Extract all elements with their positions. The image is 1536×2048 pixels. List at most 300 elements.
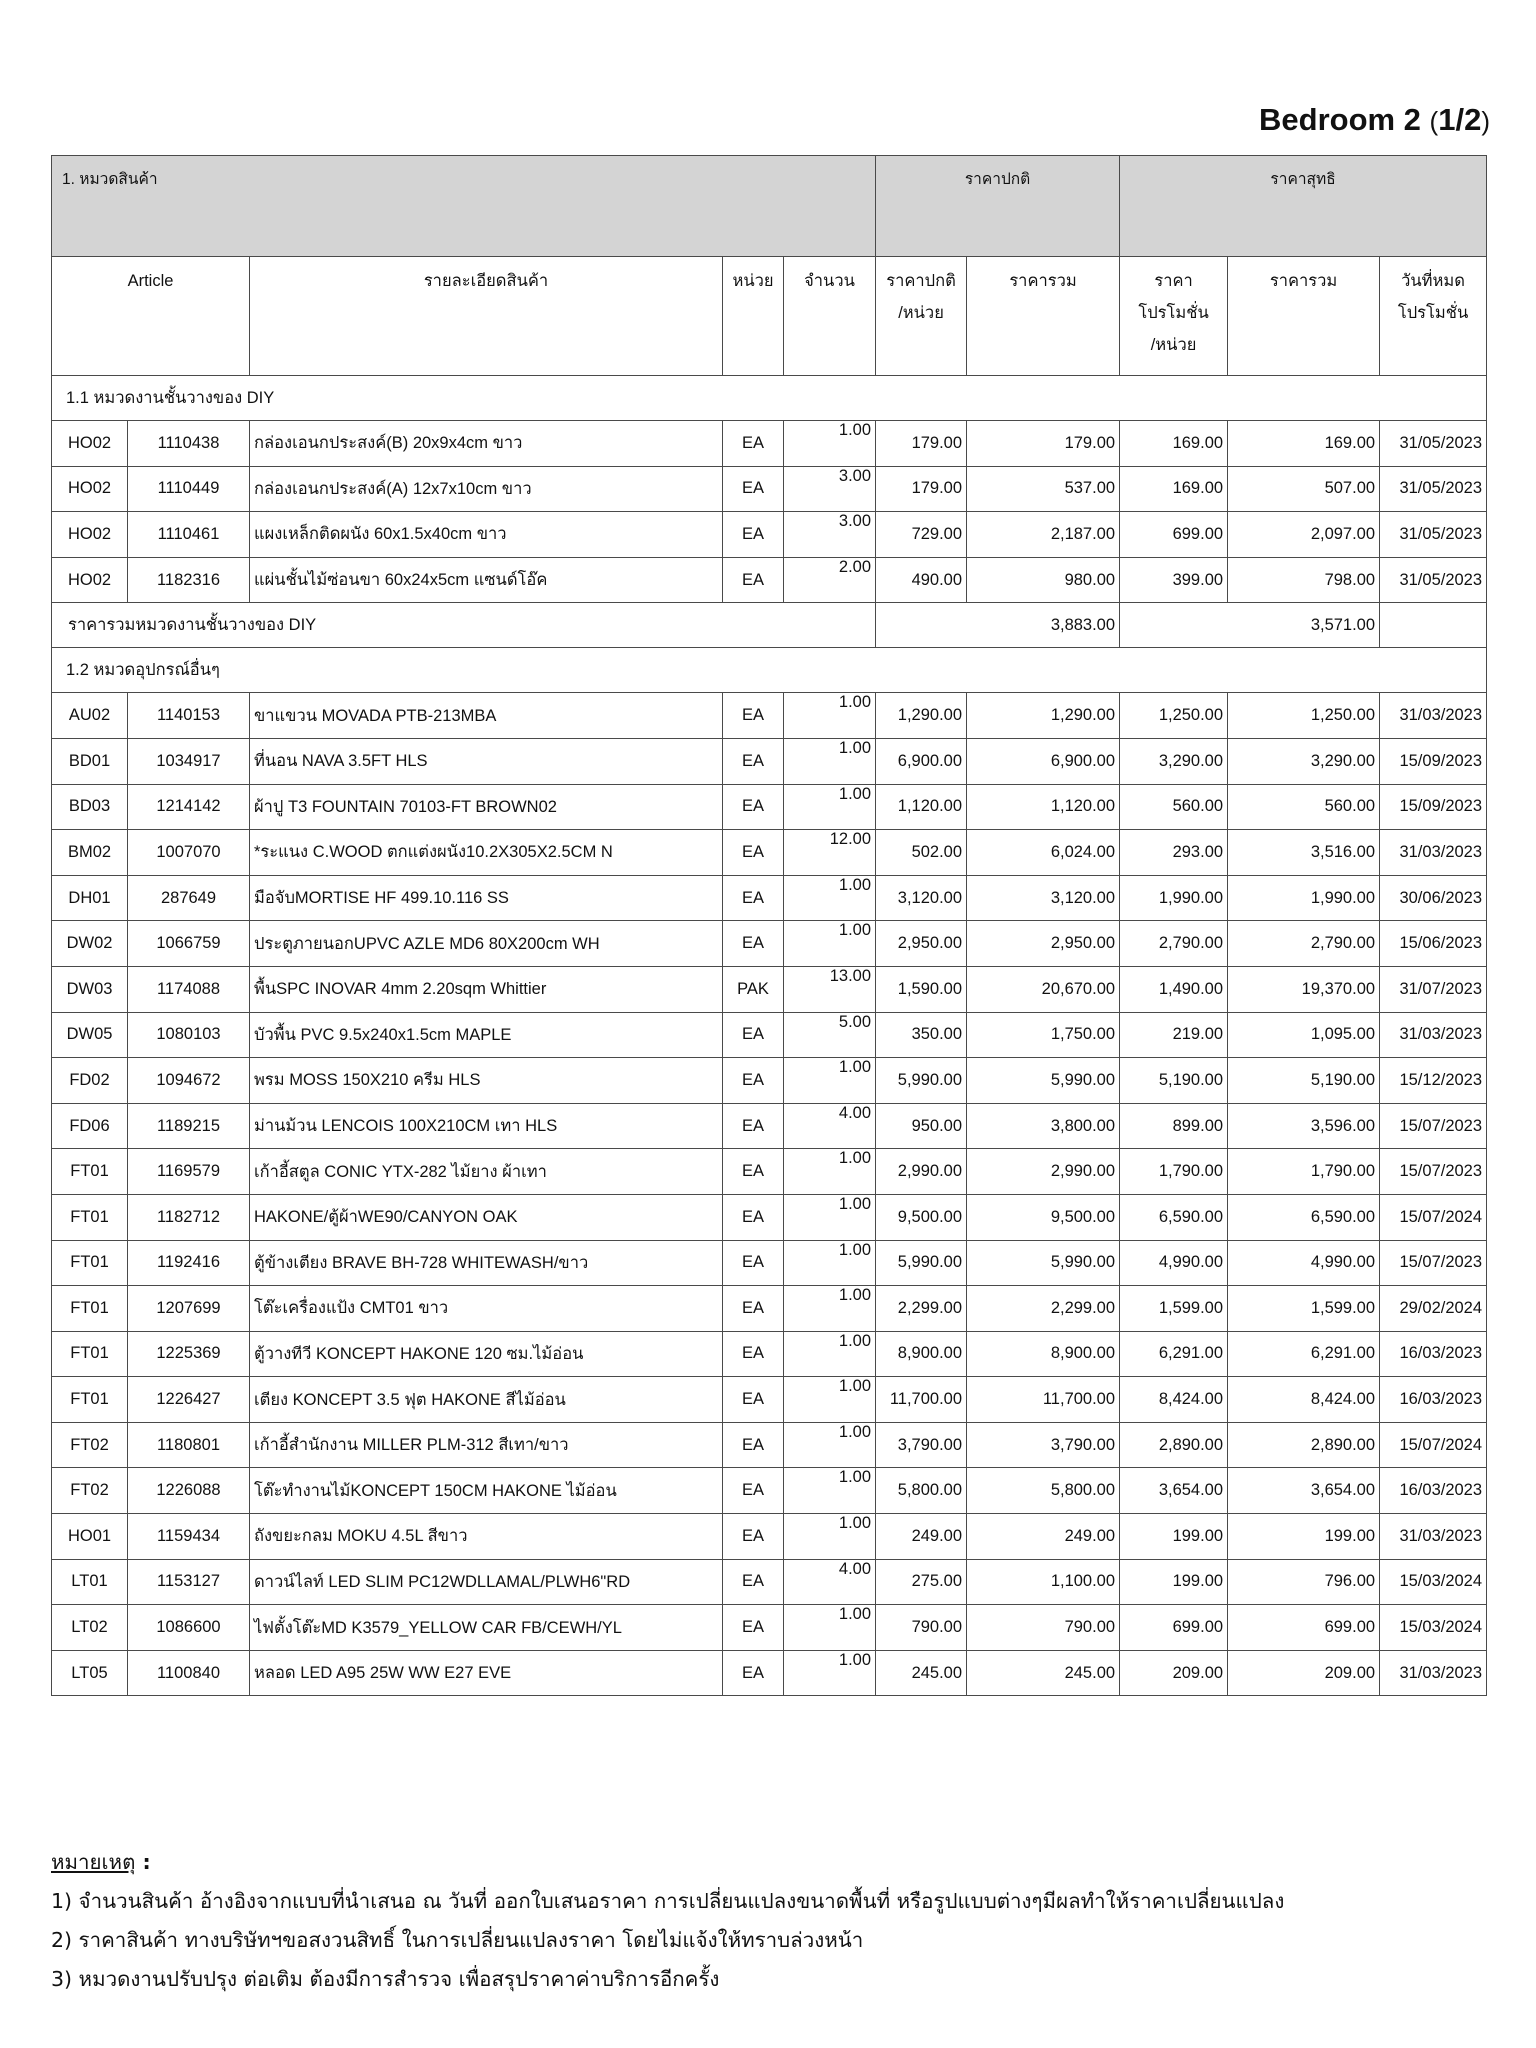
cell-qty: 1.00 [784, 784, 876, 830]
cell-promo-price: 169.00 [1120, 421, 1228, 467]
cell-net-total: 1,790.00 [1228, 1149, 1380, 1195]
cell-unit: EA [723, 466, 784, 512]
cell-article: 1066759 [128, 921, 250, 967]
table-row [52, 966, 1487, 1012]
cell-description: ผ้าปู T3 FOUNTAIN 70103-FT BROWN02 [250, 784, 723, 830]
cell-article: 1226427 [128, 1377, 250, 1423]
cell-code: DW02 [52, 921, 128, 967]
cell-unit: EA [723, 1012, 784, 1058]
cell-price: 11,700.00 [876, 1377, 967, 1423]
cell-promo-price: 3,654.00 [1120, 1468, 1228, 1514]
notes-colon: : [135, 1850, 151, 1874]
cell-promo-end: 15/07/2023 [1380, 1103, 1487, 1149]
note-line: 3) หมวดงานปรับปรุง ต่อเติม ต้องมีการสำรวจ เพื่อสรุปราคาค่าบริการอีกครั้ง [51, 1967, 720, 1991]
cell-promo-end: 15/03/2024 [1380, 1605, 1487, 1651]
cell-unit: EA [723, 1103, 784, 1149]
cell-net-total: 2,790.00 [1228, 921, 1380, 967]
page-indicator: 1/2 [1438, 102, 1482, 137]
subtotal-total: 3,883.00 [876, 603, 1120, 648]
col-normal-price-line1: ราคาปกติ [886, 272, 956, 290]
cell-total: 3,120.00 [967, 875, 1120, 921]
cell-article: 1182316 [128, 557, 250, 603]
cell-total: 5,800.00 [967, 1468, 1120, 1514]
cell-total: 980.00 [967, 557, 1120, 603]
section-title: 1.2 หมวดอุปกรณ์อื่นๆ [52, 648, 1487, 693]
cell-price: 6,900.00 [876, 738, 967, 784]
cell-promo-price: 199.00 [1120, 1559, 1228, 1605]
cell-unit: EA [723, 1240, 784, 1286]
cell-total: 2,187.00 [967, 512, 1120, 558]
cell-price: 490.00 [876, 557, 967, 603]
cell-unit: EA [723, 1422, 784, 1468]
cell-qty: 1.00 [784, 1514, 876, 1560]
cell-price: 5,800.00 [876, 1468, 967, 1514]
cell-code: AU02 [52, 693, 128, 739]
cell-code: HO02 [52, 421, 128, 467]
cell-article: 1080103 [128, 1012, 250, 1058]
cell-total: 9,500.00 [967, 1194, 1120, 1240]
cell-code: BD03 [52, 784, 128, 830]
cell-qty: 1.00 [784, 1149, 876, 1195]
cell-total: 8,900.00 [967, 1331, 1120, 1377]
subtotal-net: 3,571.00 [1120, 603, 1380, 648]
notes-title: หมายเหตุ [51, 1850, 136, 1874]
cell-price: 179.00 [876, 466, 967, 512]
col-normal-price-line2: /หน่วย [898, 304, 944, 322]
column-header-row [52, 257, 1487, 376]
cell-qty: 12.00 [784, 830, 876, 876]
cell-code: HO02 [52, 466, 128, 512]
cell-qty: 5.00 [784, 1012, 876, 1058]
cell-description: HAKONE/ตู้ผ้าWE90/CANYON OAK [250, 1194, 723, 1240]
cell-description: พรม MOSS 150X210 ครีม HLS [250, 1058, 723, 1104]
cell-total: 249.00 [967, 1514, 1120, 1560]
cell-promo-price: 1,990.00 [1120, 875, 1228, 921]
cell-promo-price: 6,291.00 [1120, 1331, 1228, 1377]
cell-promo-end: 31/05/2023 [1380, 421, 1487, 467]
cell-price: 3,790.00 [876, 1422, 967, 1468]
col-normal-price [876, 257, 967, 376]
cell-promo-price: 2,890.00 [1120, 1422, 1228, 1468]
notes [51, 1843, 1284, 1999]
cell-description: ถังขยะกลม MOKU 4.5L สีขาว [250, 1514, 723, 1560]
cell-price: 3,120.00 [876, 875, 967, 921]
cell-promo-price: 699.00 [1120, 1605, 1228, 1651]
cell-qty: 1.00 [784, 693, 876, 739]
cell-promo-end: 31/03/2023 [1380, 1650, 1487, 1696]
cell-description: *ระแนง C.WOOD ตกแต่งผนัง10.2X305X2.5CM N [250, 830, 723, 876]
table-row [52, 512, 1487, 558]
cell-qty: 1.00 [784, 1422, 876, 1468]
cell-total: 11,700.00 [967, 1377, 1120, 1423]
table-row [52, 557, 1487, 603]
cell-article: 1110449 [128, 466, 250, 512]
cell-qty: 13.00 [784, 966, 876, 1012]
cell-net-total: 1,990.00 [1228, 875, 1380, 921]
cell-promo-price: 1,790.00 [1120, 1149, 1228, 1195]
cell-total: 537.00 [967, 466, 1120, 512]
cell-article: 1007070 [128, 830, 250, 876]
cell-unit: EA [723, 830, 784, 876]
category-label: 1. หมวดสินค้า [52, 156, 876, 257]
cell-qty: 1.00 [784, 421, 876, 467]
cell-promo-end: 31/03/2023 [1380, 1012, 1487, 1058]
cell-qty: 2.00 [784, 557, 876, 603]
cell-description: บัวพื้น PVC 9.5x240x1.5cm MAPLE [250, 1012, 723, 1058]
group-net-price: ราคาสุทธิ [1120, 156, 1487, 257]
subtotal-empty [1380, 603, 1487, 648]
table-row [52, 738, 1487, 784]
cell-price: 245.00 [876, 1650, 967, 1696]
table-row [52, 1650, 1487, 1696]
table-row [52, 1377, 1487, 1423]
cell-price: 8,900.00 [876, 1331, 967, 1377]
paren-open: ( [1429, 106, 1439, 136]
cell-qty: 1.00 [784, 1468, 876, 1514]
cell-description: ขาแขวน MOVADA PTB-213MBA [250, 693, 723, 739]
section-row [52, 376, 1487, 421]
cell-promo-price: 209.00 [1120, 1650, 1228, 1696]
cell-total: 2,950.00 [967, 921, 1120, 967]
cell-promo-end: 15/03/2024 [1380, 1559, 1487, 1605]
cell-promo-end: 16/03/2023 [1380, 1468, 1487, 1514]
cell-price: 5,990.00 [876, 1058, 967, 1104]
cell-net-total: 507.00 [1228, 466, 1380, 512]
col-promo-end-line2: โปรโมชั่น [1397, 304, 1469, 322]
col-total: ราคารวม [967, 257, 1120, 376]
table-row [52, 1514, 1487, 1560]
cell-description: ตู้ข้างเตียง BRAVE BH-728 WHITEWASH/ขาว [250, 1240, 723, 1286]
table-row [52, 693, 1487, 739]
cell-unit: EA [723, 1058, 784, 1104]
col-net-total: ราคารวม [1228, 257, 1380, 376]
cell-promo-end: 30/06/2023 [1380, 875, 1487, 921]
cell-total: 1,290.00 [967, 693, 1120, 739]
table-row [52, 921, 1487, 967]
cell-price: 275.00 [876, 1559, 967, 1605]
cell-code: HO02 [52, 512, 128, 558]
cell-total: 179.00 [967, 421, 1120, 467]
cell-unit: PAK [723, 966, 784, 1012]
cell-promo-price: 4,990.00 [1120, 1240, 1228, 1286]
table-row [52, 1012, 1487, 1058]
cell-unit: EA [723, 1605, 784, 1651]
table-body [52, 156, 1487, 1696]
cell-code: LT05 [52, 1650, 128, 1696]
cell-net-total: 5,190.00 [1228, 1058, 1380, 1104]
cell-code: LT02 [52, 1605, 128, 1651]
table-row [52, 1058, 1487, 1104]
cell-unit: EA [723, 1650, 784, 1696]
cell-code: HO01 [52, 1514, 128, 1560]
cell-description: โต๊ะเครื่องแป้ง CMT01 ขาว [250, 1286, 723, 1332]
col-promo-price-line2: โปรโมชั่น [1138, 304, 1209, 322]
table-row [52, 1149, 1487, 1195]
cell-total: 2,299.00 [967, 1286, 1120, 1332]
cell-description: พื้นSPC INOVAR 4mm 2.20sqm Whittier [250, 966, 723, 1012]
cell-price: 2,990.00 [876, 1149, 967, 1195]
cell-promo-price: 1,599.00 [1120, 1286, 1228, 1332]
cell-promo-end: 31/03/2023 [1380, 693, 1487, 739]
cell-promo-end: 31/05/2023 [1380, 557, 1487, 603]
cell-promo-price: 169.00 [1120, 466, 1228, 512]
cell-price: 9,500.00 [876, 1194, 967, 1240]
cell-description: แผ่นชั้นไม้ซ่อนขา 60x24x5cm แซนด์โอ๊ค [250, 557, 723, 603]
cell-net-total: 4,990.00 [1228, 1240, 1380, 1286]
cell-price: 249.00 [876, 1514, 967, 1560]
cell-code: FT02 [52, 1468, 128, 1514]
notes-title-line [51, 1843, 1284, 1882]
cell-net-total: 6,291.00 [1228, 1331, 1380, 1377]
cell-total: 5,990.00 [967, 1058, 1120, 1104]
paren-close: ) [1481, 106, 1490, 136]
cell-unit: EA [723, 784, 784, 830]
cell-unit: EA [723, 1149, 784, 1195]
group-normal-price: ราคาปกติ [876, 156, 1120, 257]
cell-net-total: 169.00 [1228, 421, 1380, 467]
cell-promo-end: 16/03/2023 [1380, 1331, 1487, 1377]
table-row [52, 784, 1487, 830]
cell-code: DW03 [52, 966, 128, 1012]
cell-qty: 1.00 [784, 1377, 876, 1423]
table-row [52, 1605, 1487, 1651]
cell-article: 1153127 [128, 1559, 250, 1605]
cell-article: 1034917 [128, 738, 250, 784]
cell-article: 1159434 [128, 1514, 250, 1560]
cell-qty: 4.00 [784, 1559, 876, 1605]
cell-description: หลอด LED A95 25W WW E27 EVE [250, 1650, 723, 1696]
cell-description: มือจับMORTISE HF 499.10.116 SS [250, 875, 723, 921]
cell-description: กล่องเอนกประสงค์(B) 20x9x4cm ขาว [250, 421, 723, 467]
cell-net-total: 6,590.00 [1228, 1194, 1380, 1240]
cell-unit: EA [723, 693, 784, 739]
quotation-table [51, 155, 1487, 1696]
cell-price: 502.00 [876, 830, 967, 876]
cell-code: BD01 [52, 738, 128, 784]
cell-code: FT01 [52, 1286, 128, 1332]
cell-code: BM02 [52, 830, 128, 876]
cell-promo-end: 31/03/2023 [1380, 1514, 1487, 1560]
col-description: รายละเอียดสินค้า [250, 257, 723, 376]
cell-qty: 1.00 [784, 1331, 876, 1377]
cell-promo-end: 31/07/2023 [1380, 966, 1487, 1012]
cell-article: 1225369 [128, 1331, 250, 1377]
subtotal-row [52, 603, 1487, 648]
cell-code: FD06 [52, 1103, 128, 1149]
cell-net-total: 560.00 [1228, 784, 1380, 830]
cell-promo-price: 6,590.00 [1120, 1194, 1228, 1240]
cell-description: เก้าอี้สตูล CONIC YTX-282 ไม้ยาง ผ้าเทา [250, 1149, 723, 1195]
cell-net-total: 19,370.00 [1228, 966, 1380, 1012]
cell-article: 1140153 [128, 693, 250, 739]
col-qty: จำนวน [784, 257, 876, 376]
cell-total: 1,100.00 [967, 1559, 1120, 1605]
cell-article: 1180801 [128, 1422, 250, 1468]
cell-unit: EA [723, 1559, 784, 1605]
cell-promo-price: 8,424.00 [1120, 1377, 1228, 1423]
cell-code: FT01 [52, 1377, 128, 1423]
cell-description: กล่องเอนกประสงค์(A) 12x7x10cm ขาว [250, 466, 723, 512]
cell-code: FT02 [52, 1422, 128, 1468]
table-row [52, 1422, 1487, 1468]
cell-description: ไฟตั้งโต๊ะMD K3579_YELLOW CAR FB/CEWH/YL [250, 1605, 723, 1651]
cell-total: 2,990.00 [967, 1149, 1120, 1195]
cell-qty: 4.00 [784, 1103, 876, 1149]
cell-qty: 1.00 [784, 1605, 876, 1651]
cell-unit: EA [723, 557, 784, 603]
cell-promo-price: 1,250.00 [1120, 693, 1228, 739]
cell-promo-price: 293.00 [1120, 830, 1228, 876]
table-row [52, 1468, 1487, 1514]
cell-unit: EA [723, 1194, 784, 1240]
cell-description: ม่านม้วน LENCOIS 100X210CM เทา HLS [250, 1103, 723, 1149]
cell-article: 1169579 [128, 1149, 250, 1195]
cell-total: 5,990.00 [967, 1240, 1120, 1286]
cell-article: 1094672 [128, 1058, 250, 1104]
cell-qty: 3.00 [784, 512, 876, 558]
cell-promo-price: 699.00 [1120, 512, 1228, 558]
cell-promo-end: 15/07/2024 [1380, 1422, 1487, 1468]
cell-article: 1189215 [128, 1103, 250, 1149]
cell-price: 5,990.00 [876, 1240, 967, 1286]
cell-net-total: 209.00 [1228, 1650, 1380, 1696]
cell-total: 20,670.00 [967, 966, 1120, 1012]
cell-promo-price: 219.00 [1120, 1012, 1228, 1058]
col-promo-end-line1: วันที่หมด [1401, 272, 1465, 290]
cell-net-total: 796.00 [1228, 1559, 1380, 1605]
cell-code: FT01 [52, 1240, 128, 1286]
room-name: Bedroom 2 [1259, 102, 1421, 137]
cell-net-total: 199.00 [1228, 1514, 1380, 1560]
cell-promo-price: 2,790.00 [1120, 921, 1228, 967]
cell-article: 1214142 [128, 784, 250, 830]
cell-total: 6,900.00 [967, 738, 1120, 784]
cell-article: 1174088 [128, 966, 250, 1012]
cell-promo-end: 15/07/2023 [1380, 1149, 1487, 1195]
cell-unit: EA [723, 1286, 784, 1332]
cell-price: 179.00 [876, 421, 967, 467]
col-promo-price [1120, 257, 1228, 376]
cell-net-total: 3,596.00 [1228, 1103, 1380, 1149]
cell-article: 287649 [128, 875, 250, 921]
cell-promo-end: 31/05/2023 [1380, 512, 1487, 558]
cell-code: FT01 [52, 1149, 128, 1195]
cell-unit: EA [723, 875, 784, 921]
section-title: 1.1 หมวดงานชั้นวางของ DIY [52, 376, 1487, 421]
table-row [52, 875, 1487, 921]
section-row [52, 648, 1487, 693]
note-line: 2) ราคาสินค้า ทางบริษัทฯขอสงวนสิทธิ์ ในการเปลี่ยนแปลงราคา โดยไม่แจ้งให้ทราบล่วงหน้า [51, 1928, 864, 1952]
cell-promo-price: 199.00 [1120, 1514, 1228, 1560]
cell-description: เก้าอี้สำนักงาน MILLER PLM-312 สีเทา/ขาว [250, 1422, 723, 1468]
cell-net-total: 2,097.00 [1228, 512, 1380, 558]
cell-article: 1226088 [128, 1468, 250, 1514]
cell-article: 1100840 [128, 1650, 250, 1696]
col-promo-end [1380, 257, 1487, 376]
cell-total: 3,790.00 [967, 1422, 1120, 1468]
cell-net-total: 3,654.00 [1228, 1468, 1380, 1514]
cell-promo-price: 3,290.00 [1120, 738, 1228, 784]
cell-total: 790.00 [967, 1605, 1120, 1651]
cell-promo-end: 15/06/2023 [1380, 921, 1487, 967]
cell-promo-price: 5,190.00 [1120, 1058, 1228, 1104]
cell-unit: EA [723, 1331, 784, 1377]
table-row [52, 1331, 1487, 1377]
col-promo-price-line1: ราคา [1154, 272, 1193, 290]
cell-total: 1,750.00 [967, 1012, 1120, 1058]
cell-total: 3,800.00 [967, 1103, 1120, 1149]
table-row [52, 1194, 1487, 1240]
cell-qty: 1.00 [784, 738, 876, 784]
cell-promo-price: 399.00 [1120, 557, 1228, 603]
cell-code: FT01 [52, 1194, 128, 1240]
cell-description: เตียง KONCEPT 3.5 ฟุต HAKONE สีไม้อ่อน [250, 1377, 723, 1423]
cell-code: FD02 [52, 1058, 128, 1104]
cell-code: LT01 [52, 1559, 128, 1605]
cell-description: ดาวน์ไลท์ LED SLIM PC12WDLLAMAL/PLWH6"RD [250, 1559, 723, 1605]
cell-total: 1,120.00 [967, 784, 1120, 830]
cell-net-total: 1,599.00 [1228, 1286, 1380, 1332]
cell-net-total: 3,290.00 [1228, 738, 1380, 784]
table-row [52, 1286, 1487, 1332]
cell-article: 1086600 [128, 1605, 250, 1651]
cell-qty: 1.00 [784, 1650, 876, 1696]
cell-article: 1110438 [128, 421, 250, 467]
cell-net-total: 3,516.00 [1228, 830, 1380, 876]
cell-promo-end: 31/03/2023 [1380, 830, 1487, 876]
table-row [52, 421, 1487, 467]
cell-price: 729.00 [876, 512, 967, 558]
cell-net-total: 8,424.00 [1228, 1377, 1380, 1423]
cell-promo-end: 15/07/2024 [1380, 1194, 1487, 1240]
cell-price: 2,950.00 [876, 921, 967, 967]
cell-code: DW05 [52, 1012, 128, 1058]
cell-qty: 1.00 [784, 875, 876, 921]
col-promo-price-line3: /หน่วย [1150, 336, 1197, 354]
table-row [52, 1240, 1487, 1286]
cell-description: แผงเหล็กติดผนัง 60x1.5x40cm ขาว [250, 512, 723, 558]
cell-qty: 3.00 [784, 466, 876, 512]
col-article: Article [52, 257, 250, 376]
cell-net-total: 1,250.00 [1228, 693, 1380, 739]
table-row [52, 830, 1487, 876]
subtotal-label: ราคารวมหมวดงานชั้นวางของ DIY [52, 603, 876, 648]
cell-unit: EA [723, 1514, 784, 1560]
cell-price: 1,290.00 [876, 693, 967, 739]
cell-article: 1110461 [128, 512, 250, 558]
cell-unit: EA [723, 1468, 784, 1514]
cell-qty: 1.00 [784, 1194, 876, 1240]
cell-promo-end: 29/02/2024 [1380, 1286, 1487, 1332]
cell-net-total: 699.00 [1228, 1605, 1380, 1651]
cell-price: 350.00 [876, 1012, 967, 1058]
cell-price: 790.00 [876, 1605, 967, 1651]
cell-promo-end: 15/07/2023 [1380, 1240, 1487, 1286]
cell-total: 6,024.00 [967, 830, 1120, 876]
cell-unit: EA [723, 1377, 784, 1423]
cell-unit: EA [723, 421, 784, 467]
cell-promo-price: 1,490.00 [1120, 966, 1228, 1012]
cell-qty: 1.00 [784, 1286, 876, 1332]
cell-description: โต๊ะทำงานไม้KONCEPT 150CM HAKONE ไม้อ่อน [250, 1468, 723, 1514]
cell-price: 950.00 [876, 1103, 967, 1149]
cell-price: 2,299.00 [876, 1286, 967, 1332]
col-unit: หน่วย [723, 257, 784, 376]
category-header-row [52, 156, 1487, 257]
cell-price: 1,590.00 [876, 966, 967, 1012]
table-row [52, 1559, 1487, 1605]
cell-unit: EA [723, 921, 784, 967]
